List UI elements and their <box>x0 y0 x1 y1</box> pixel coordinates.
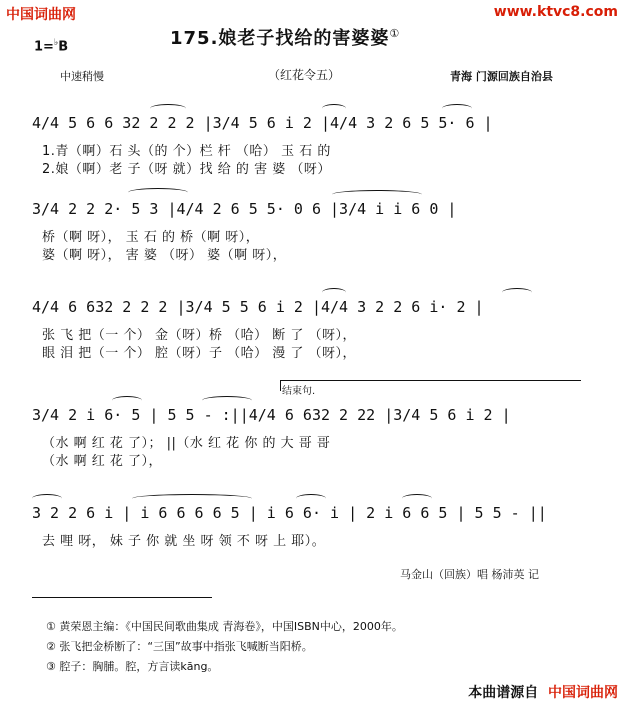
lyric-line-2: （水 啊 红 花 了）， <box>42 454 163 469</box>
lyric-line-1: 1.青（啊）石 头（的 个）栏 杆 （哈） 玉 石 的 <box>42 144 331 159</box>
score-row-2 <box>32 200 598 263</box>
slur <box>296 494 326 503</box>
score-row-3 <box>32 298 598 361</box>
footnote-divider <box>32 597 212 598</box>
lyric-line-1: 张 飞 把（一 个） 金（呀）桥 （哈） 断 了 （呀）， <box>42 328 357 343</box>
score-row-4 <box>32 406 598 469</box>
ending-label: 结束句. <box>282 386 316 397</box>
credit-line: 马金山（回族）唱 杨沛英 记 <box>400 568 539 581</box>
key-signature <box>34 38 68 54</box>
slur <box>332 190 422 199</box>
slur <box>132 494 252 503</box>
lyric-line-2: 2.娘（啊）老 子（呀 就）找 给 的 害 婆 （呀） <box>42 162 331 177</box>
title-text: 175.娘老子找给的害婆婆 <box>170 28 390 49</box>
slur <box>128 188 188 197</box>
lyric-line-1: 去 哩 呀， 妹 子 你 就 坐 呀 领 不 呀 上 耶）。 <box>42 534 326 549</box>
key-note: B <box>58 39 69 55</box>
slur <box>112 396 142 405</box>
tune-name: （红花令五） <box>268 68 341 82</box>
slur <box>32 494 62 503</box>
region-label: 青海 门源回族自治县 <box>450 70 553 83</box>
slur <box>322 288 346 297</box>
notation-line: 3 2 2 6 i | i 6 6 6 6 5 | i 6 6· i | 2 i 6 6 5 | 5 5 - || <box>32 504 547 522</box>
slur <box>442 104 472 113</box>
watermark-left: 中国词曲网 <box>6 7 76 23</box>
footnote-1: ① 黄荣恩主编：《中国民间歌曲集成 青海卷》，中国ISBN中心，2000年。 <box>46 620 403 633</box>
slur <box>202 396 252 405</box>
notation-line: 4/4 5 6 6 32 2 2 2 |3/4 5 6 i 2 |4/4 3 2 6 5 5· 6 | <box>32 114 493 132</box>
lyric-line-2: 婆（啊 呀）， 害 婆 （呀） 婆（啊 呀）， <box>42 248 287 263</box>
score-row-1 <box>32 114 598 177</box>
source-prefix: 本曲谱源自 <box>468 685 539 701</box>
footnote-2: ② 张飞把金桥断了：“三国”故事中指张飞喊断当阳桥。 <box>46 640 313 653</box>
slur <box>402 494 432 503</box>
key-flat: ♭ <box>53 38 59 48</box>
title-footnote-mark: ① <box>389 27 401 40</box>
notation-line: 3/4 2 2 2· 5 3 |4/4 2 6 5 5· 0 6 |3/4 i i 6 0 | <box>32 200 457 218</box>
lyric-line-1: （水 啊 红 花 了）； ||（水 红 花 你 的 大 哥 哥 <box>42 436 331 451</box>
notation-line: 4/4 6 632 2 2 2 |3/4 5 5 6 i 2 |4/4 3 2 2 6 i· 2 | <box>32 298 484 316</box>
lyric-line-1: 桥（啊 呀）， 玉 石 的 桥（啊 呀）， <box>42 230 260 245</box>
source-site: 中国词曲网 <box>548 685 618 701</box>
slur <box>502 288 532 297</box>
slur <box>150 104 186 113</box>
slur <box>322 104 346 113</box>
source-credit <box>468 682 618 702</box>
watermark-right: www.ktvc8.com <box>493 4 618 20</box>
ending-bracket <box>280 380 581 391</box>
key-prefix: 1= <box>34 39 54 55</box>
score-row-5 <box>32 504 598 549</box>
lyric-line-2: 眼 泪 把（一 个） 腔（呀）子 （哈） 漫 了 （呀）， <box>42 346 357 361</box>
notation-line: 3/4 2 i 6· 5 | 5 5 - :||4/4 6 632 2 22 |3/4 5 6 i 2 | <box>32 406 511 424</box>
tempo-marking: 中速稍慢 <box>60 70 104 83</box>
song-title <box>170 24 400 50</box>
footnote-3: ③ 腔子：胸脯。腔，方言读kāng。 <box>46 660 219 673</box>
